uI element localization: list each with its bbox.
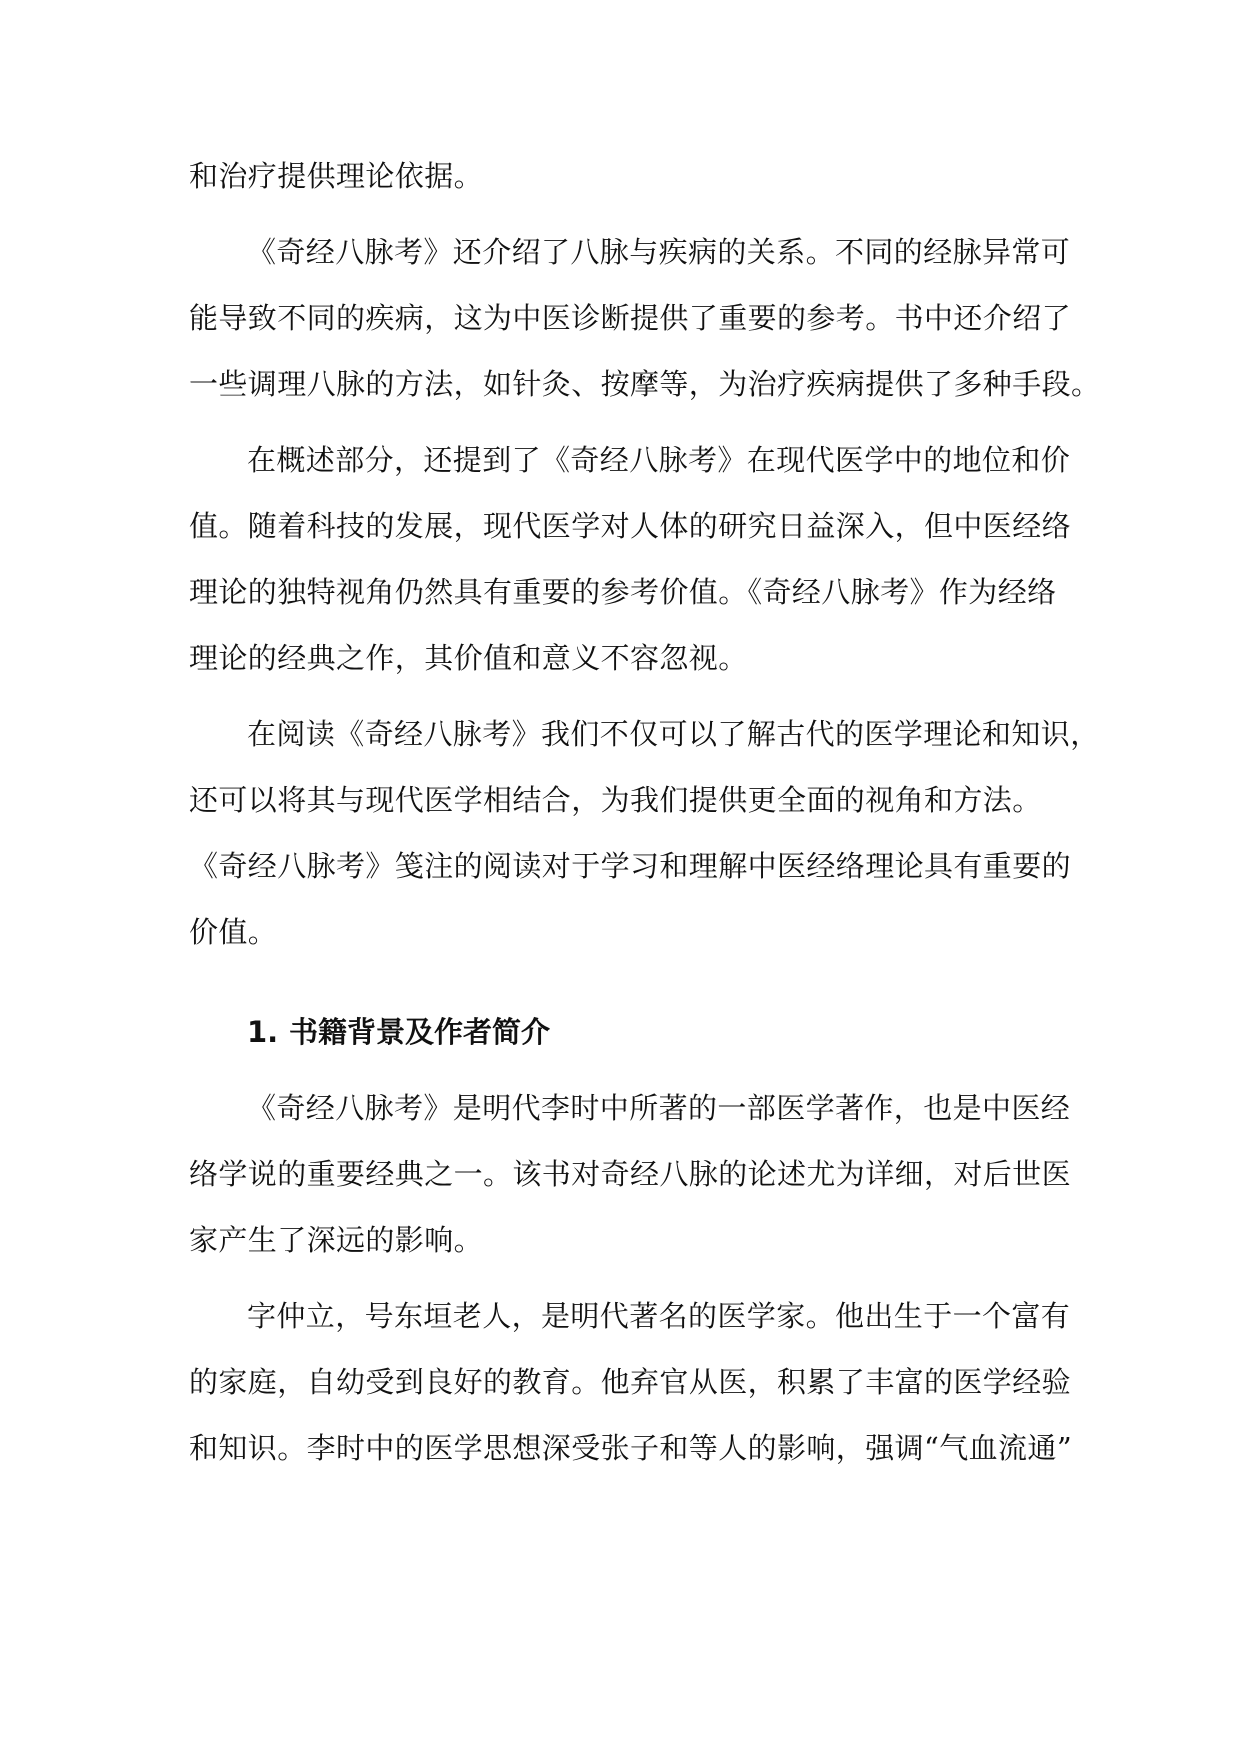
paragraph: [189, 143, 1055, 209]
paragraph: [189, 1075, 1072, 1273]
text-line: 《奇经八脉考》是明代李时中所著的一部医学著作，也是中医经: [247, 1091, 1071, 1125]
paragraph: [189, 219, 1101, 417]
text-line: 字仲立，号东垣老人，是明代著名的医学家。他出生于一个富有: [247, 1299, 1071, 1333]
text-line: 家产生了深远的影响。: [189, 1223, 484, 1257]
section-title: 书籍背景及作者简介: [289, 1015, 551, 1049]
paragraph: [189, 701, 1100, 965]
paragraph: [189, 427, 1072, 691]
text-line: 还可以将其与现代医学相结合，为我们提供更全面的视角和方法。: [189, 783, 1042, 817]
text-line: 理论的独特视角仍然具有重要的参考价值。《奇经八脉考》作为经络: [189, 575, 1057, 609]
text-line: 在概述部分，还提到了《奇经八脉考》在现代医学中的地位和价: [247, 443, 1071, 477]
text-line: 《奇经八脉考》笺注的阅读对于学习和理解中医经络理论具有重要的: [189, 849, 1072, 883]
section-heading: [189, 999, 1055, 1065]
document-body: [189, 143, 1101, 1481]
text-line: 理论的经典之作，其价值和意义不容忽视。: [189, 641, 748, 675]
text-line: 一些调理八脉的方法，如针灸、按摩等，为治疗疾病提供了多种手段。: [189, 367, 1101, 401]
text-line: 价值。: [189, 915, 278, 949]
section-number: 1.: [247, 1015, 279, 1049]
text-line: 络学说的重要经典之一。该书对奇经八脉的论述尤为详细，对后世医: [189, 1157, 1072, 1191]
text-line: 值。随着科技的发展，现代医学对人体的研究日益深入，但中医经络: [189, 509, 1072, 543]
text-line: 的家庭，自幼受到良好的教育。他弃官从医，积累了丰富的医学经验: [189, 1365, 1072, 1399]
text-line: 和知识。李时中的医学思想深受张子和等人的影响，强调“气血流通”: [189, 1431, 1073, 1465]
text-line: 在阅读《奇经八脉考》我们不仅可以了解古代的医学理论和知识，: [247, 717, 1100, 751]
text-line: 和治疗提供理论依据。: [189, 159, 484, 193]
paragraph: [189, 1283, 1073, 1481]
text-line: 能导致不同的疾病，这为中医诊断提供了重要的参考。书中还介绍了: [189, 301, 1072, 335]
text-line: 《奇经八脉考》还介绍了八脉与疾病的关系。不同的经脉异常可: [247, 235, 1071, 269]
